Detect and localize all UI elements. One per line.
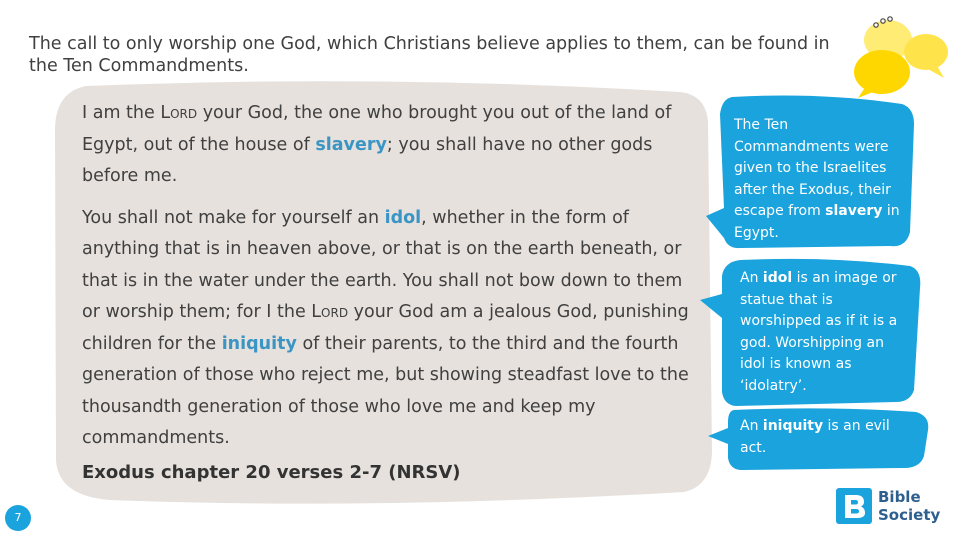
intro-text: The call to only worship one God, which Christians believe applies to them, can be found in the Ten Commandments. [29,34,830,76]
verse-paragraph-1: I am the Lord your God, the one who brought you out of the land of Egypt, out of the house of slavery; you shall have no other gods before me. [82,103,672,186]
keyword-iniquity: iniquity [221,333,297,354]
bible-society-wordmark: Bible Society [878,488,941,524]
scripture-reference: Exodus chapter 20 verses 2-7 (NRSV) [82,462,461,483]
bubble-keyword-iniquity: iniquity [762,418,824,434]
page-number: 7 [5,505,31,531]
bible-society-logo-mark-icon [836,488,872,524]
bubble-iniquity-definition: An iniquity is an evil act. [740,418,890,456]
bubble-idol-definition: An idol is an image or statue that is worshipped as if it is a god. Worshipping an idol is known as ‘idolatry’. [740,270,898,394]
lord-word: Lord [311,302,349,322]
bubble-keyword-idol: idol [762,270,793,286]
bubble-keyword-slavery: slavery [825,203,883,219]
keyword-idol: idol [384,207,422,228]
keyword-slavery: slavery [315,134,387,155]
lord-word: Lord [160,103,198,123]
verse-paragraph-2: You shall not make for yourself an idol, whether in the form of anything that is in heaven above, or that is on the earth beneath, or that is in the water under the earth. You shall not bow down to them or worship them; for I the Lord your God am a jealous God, punishing children for the iniquity of their parents, to the third and the fourth generation of those who reject me, but showing steadfast love to the thousandth generation of those who love me and keep my commandments. [82,207,689,448]
bible-society-logo [836,488,946,528]
bubble-ten-commandments: The Ten Commandments were given to the Israelites after the Exodus, their escape from slavery in Egypt. [734,117,900,241]
